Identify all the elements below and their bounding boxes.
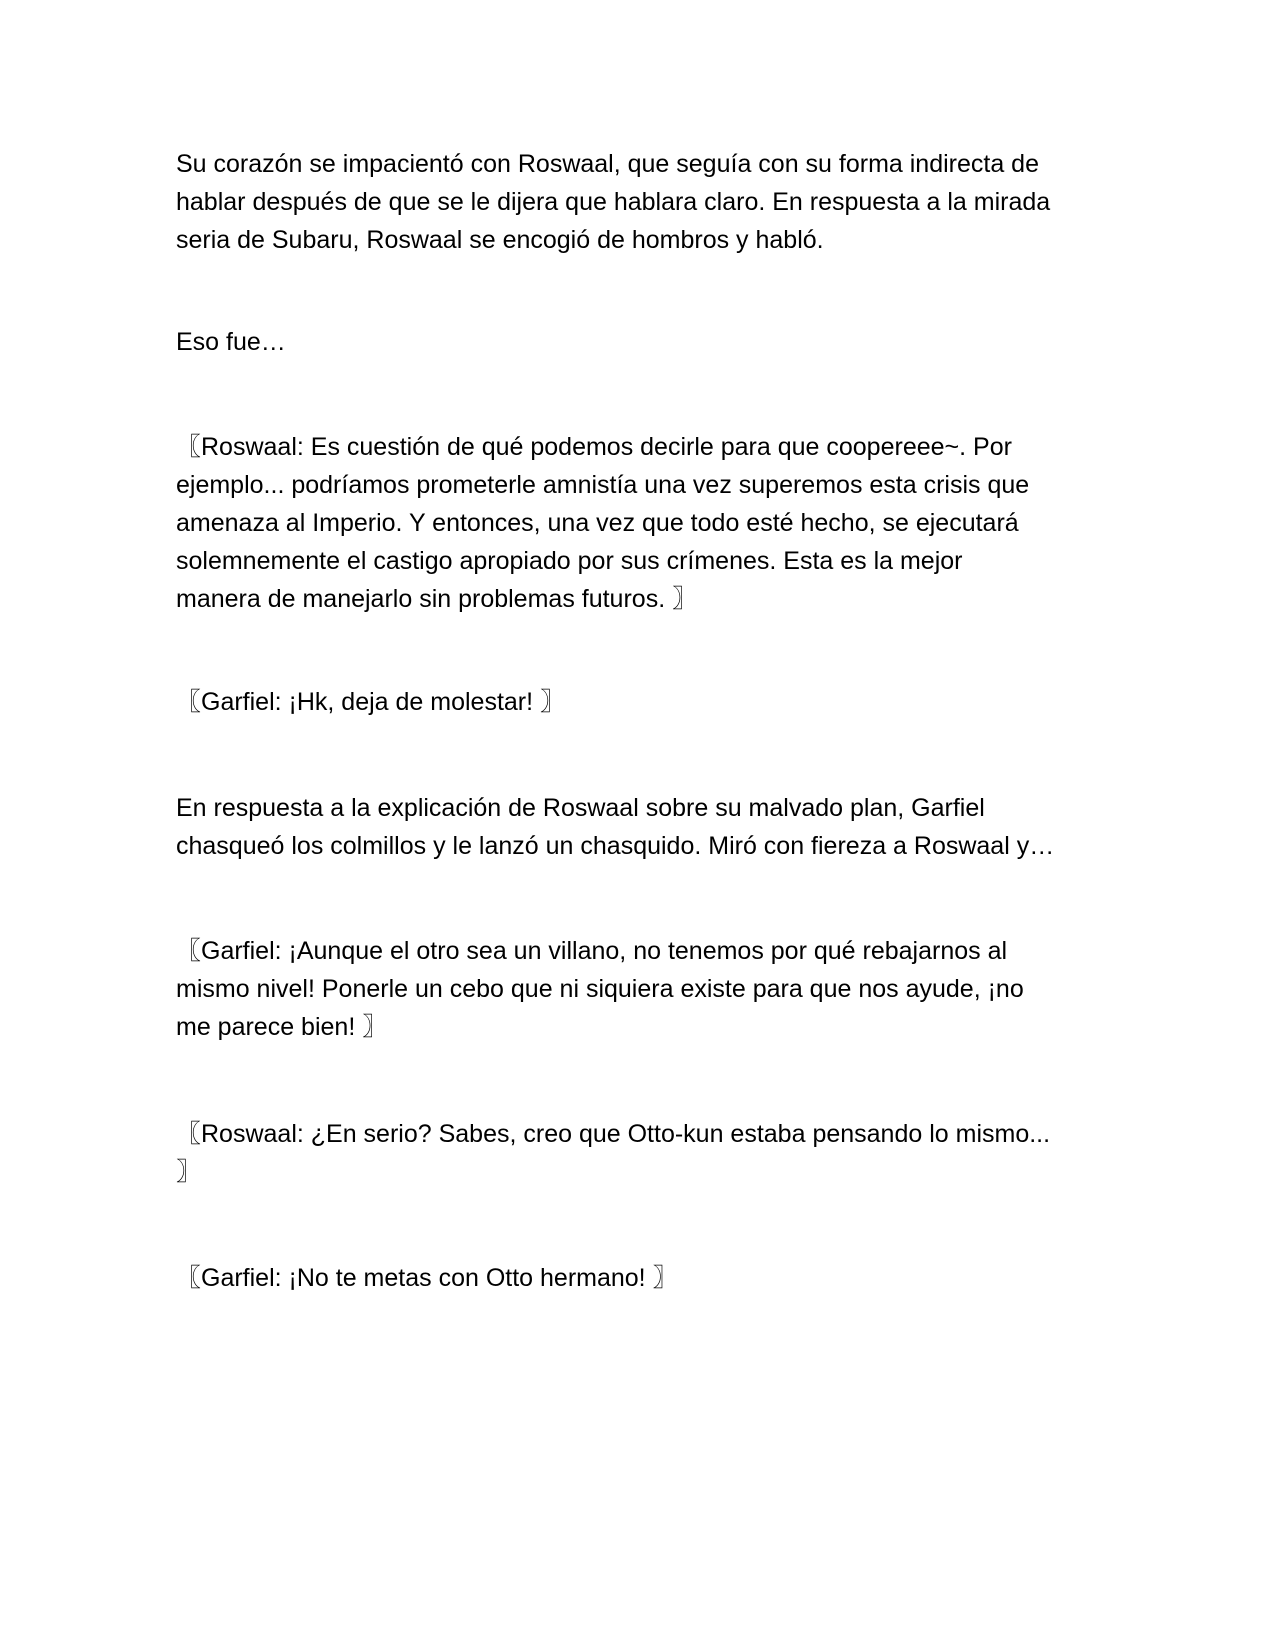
paragraph-dialogue-roswaal-1 [176, 428, 1096, 618]
text-line: 〖Roswaal: ¿En serio? Sabes, creo que Otto-kun estaba pensando lo mismo... [176, 1120, 1051, 1148]
text-line: chasqueó los colmillos y le lanzó un chasquido. Miró con fiereza a Roswaal y… [176, 832, 1055, 860]
text-line: ejemplo... podríamos prometerle amnistía una vez superemos esta crisis que [176, 471, 1030, 499]
text-line: Eso fue… [176, 328, 286, 356]
text-line: me parece bien! 〗 [176, 1013, 388, 1041]
text-line: 〖Roswaal: Es cuestión de qué podemos decirle para que coopereee~. Por [176, 433, 1012, 461]
paragraph-narration-3 [176, 789, 1096, 865]
text-line: manera de manejarlo sin problemas futuros. 〗 [176, 585, 698, 613]
text-line: En respuesta a la explicación de Roswaal sobre su malvado plan, Garfiel [176, 794, 985, 822]
text-line: 〖Garfiel: ¡No te metas con Otto hermano! 〗 [176, 1264, 678, 1292]
text-line: seria de Subaru, Roswaal se encogió de hombros y habló. [176, 226, 824, 254]
paragraph-dialogue-garfiel-1 [176, 683, 1096, 721]
text-line: amenaza al Imperio. Y entonces, una vez que todo esté hecho, se ejecutará [176, 509, 1019, 537]
paragraph-dialogue-garfiel-2 [176, 932, 1096, 1046]
text-line: 〗 [176, 1158, 202, 1186]
text-line: mismo nivel! Ponerle un cebo que ni siquiera existe para que nos ayude, ¡no [176, 975, 1024, 1003]
text-line: hablar después de que se le dijera que hablara claro. En respuesta a la mirada [176, 188, 1051, 216]
text-line: solemnemente el castigo apropiado por sus crímenes. Esta es la mejor [176, 547, 963, 575]
paragraph-dialogue-garfiel-3 [176, 1259, 1096, 1297]
text-line: 〖Garfiel: ¡Hk, deja de molestar! 〗 [176, 688, 566, 716]
paragraph-narration-1 [176, 145, 1096, 259]
text-line: 〖Garfiel: ¡Aunque el otro sea un villano, no tenemos por qué rebajarnos al [176, 937, 1008, 965]
paragraph-dialogue-roswaal-2 [176, 1115, 1096, 1191]
text-line: Su corazón se impacientó con Roswaal, que seguía con su forma indirecta de [176, 150, 1039, 178]
paragraph-narration-2 [176, 323, 1096, 361]
